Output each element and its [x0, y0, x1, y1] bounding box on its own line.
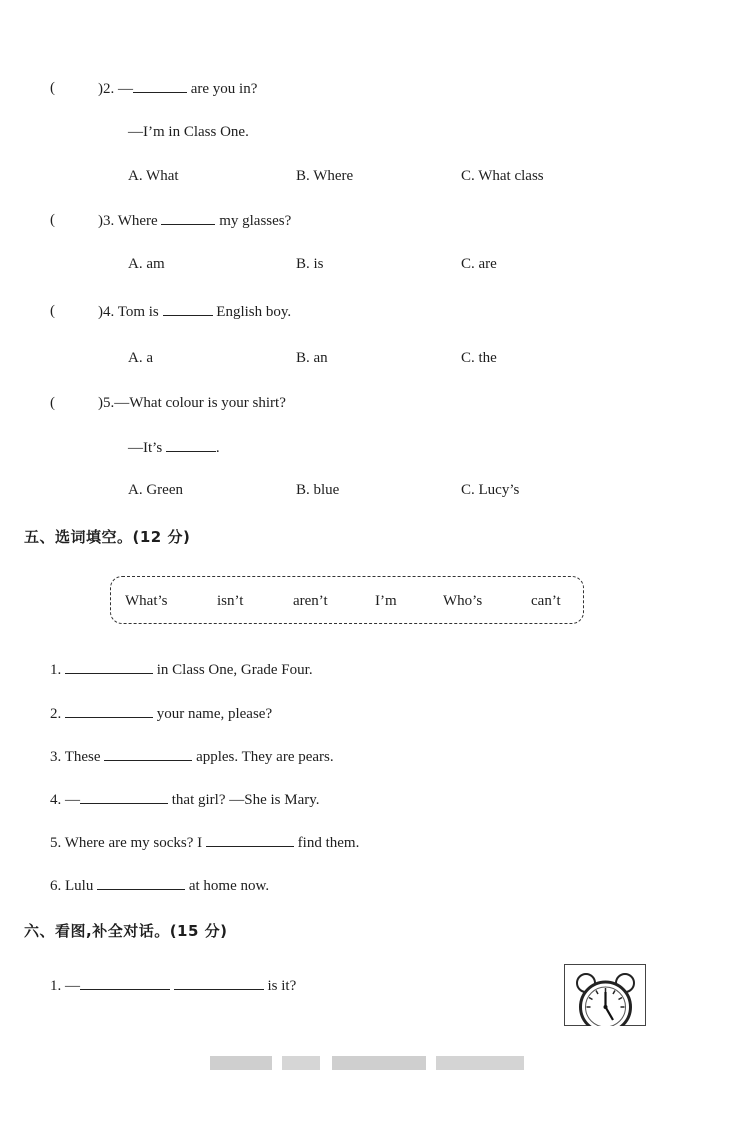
item-number: 5. [50, 835, 62, 851]
word-bank-item: What’s [125, 593, 168, 609]
item-pre: Lulu [65, 878, 94, 894]
question-number: 3. [103, 213, 115, 229]
item-post: find them. [297, 835, 360, 851]
blurred-footer-segment [210, 1056, 272, 1070]
paren-close: ) [98, 213, 103, 229]
stem-pre: Tom is [117, 304, 159, 320]
item-pre: These [64, 749, 101, 765]
option-b: B. Where [296, 168, 354, 184]
stem-post: my glasses? [219, 213, 292, 229]
item-pre: — [65, 978, 80, 994]
item-number: 2. [50, 706, 62, 722]
item-post: apples. They are pears. [196, 749, 334, 765]
item-number: 3. [50, 749, 62, 765]
answer-paren[interactable] [50, 80, 55, 97]
fill-item-4 [50, 791, 320, 809]
option-a: A. am [128, 256, 165, 272]
option-b: B. blue [296, 482, 340, 498]
answer-blank[interactable] [133, 80, 187, 93]
word-bank-item: I’m [375, 593, 397, 609]
answer-blank[interactable] [163, 303, 213, 316]
fill-item-1 [50, 661, 313, 679]
answer-blank[interactable] [65, 705, 153, 718]
word-bank-item: Who’s [443, 593, 483, 609]
question-3-stem [98, 212, 291, 230]
answer-paren[interactable] [50, 212, 55, 229]
paren-open: ( [50, 395, 55, 411]
question-number: 2. [103, 81, 115, 97]
blurred-footer-segment [332, 1056, 426, 1070]
blurred-footer-segment [282, 1056, 320, 1070]
word-bank-box [110, 576, 584, 624]
item-pre: Where are my socks? I [64, 835, 203, 851]
paren-open: ( [50, 303, 55, 319]
fill-item-6 [50, 877, 269, 895]
option-a: A. a [128, 350, 153, 366]
section-5-title: 五、选词填空。(12 分) [24, 528, 191, 546]
question-number: 4. [103, 304, 115, 320]
option-b: B. is [296, 256, 324, 272]
question-number: 5. [103, 395, 115, 411]
item-post: your name, please? [156, 706, 273, 722]
answer-blank[interactable] [80, 977, 170, 990]
paren-close: ) [98, 81, 103, 97]
alarm-clock-icon [565, 965, 647, 1027]
blurred-footer-segment [436, 1056, 524, 1070]
answer-blank[interactable] [206, 834, 294, 847]
question-2-reply: —I’m in Class One. [128, 124, 249, 140]
question-4-stem [98, 303, 291, 321]
answer-blank[interactable] [97, 877, 185, 890]
option-c: C. are [461, 256, 497, 272]
option-a: A. Green [128, 482, 183, 498]
answer-blank[interactable] [80, 791, 168, 804]
answer-blank[interactable] [65, 661, 153, 674]
option-b: B. an [296, 350, 328, 366]
answer-blank[interactable] [104, 748, 192, 761]
reply-post: . [215, 440, 220, 456]
paren-open: ( [50, 212, 55, 228]
option-a: A. What [128, 168, 179, 184]
option-c: C. the [461, 350, 497, 366]
section-6-title: 六、看图,补全对话。(15 分) [24, 922, 228, 940]
fill-item-5 [50, 834, 359, 852]
answer-blank[interactable] [166, 439, 216, 452]
question-5-reply [128, 439, 220, 457]
option-c: C. Lucy’s [461, 482, 520, 498]
paren-close: ) [98, 395, 103, 411]
stem-pre: Where [117, 213, 158, 229]
fill-item-3 [50, 748, 334, 766]
item-number: 1. [50, 662, 62, 678]
stem-post: English boy. [216, 304, 292, 320]
clock-picture [564, 964, 646, 1026]
paren-close: ) [98, 304, 103, 320]
option-c: C. What class [461, 168, 544, 184]
fill-item-2 [50, 705, 272, 723]
question-5-stem [98, 395, 286, 412]
answer-paren[interactable] [50, 303, 55, 320]
item-pre: — [65, 792, 80, 808]
item-number: 4. [50, 792, 62, 808]
question-2-stem [98, 80, 257, 98]
dialogue-item-1 [50, 977, 296, 995]
answer-blank[interactable] [161, 212, 215, 225]
item-post: in Class One, Grade Four. [156, 662, 313, 678]
page-bottom-margin [0, 1026, 734, 1122]
word-bank-item: aren’t [293, 593, 328, 609]
stem-post: are you in? [190, 81, 258, 97]
word-bank-item: can’t [531, 593, 561, 609]
word-bank-item: isn’t [217, 593, 244, 609]
item-post: at home now. [188, 878, 270, 894]
stem-pre: — [118, 81, 133, 97]
item-post: is it? [267, 978, 297, 994]
item-post: that girl? —She is Mary. [171, 792, 320, 808]
item-number: 6. [50, 878, 62, 894]
answer-paren[interactable] [50, 395, 55, 412]
item-number: 1. [50, 978, 62, 994]
answer-blank[interactable] [174, 977, 264, 990]
paren-open: ( [50, 80, 55, 96]
stem-pre: —What colour is your shirt? [114, 395, 286, 411]
reply-pre: —It’s [128, 440, 163, 456]
